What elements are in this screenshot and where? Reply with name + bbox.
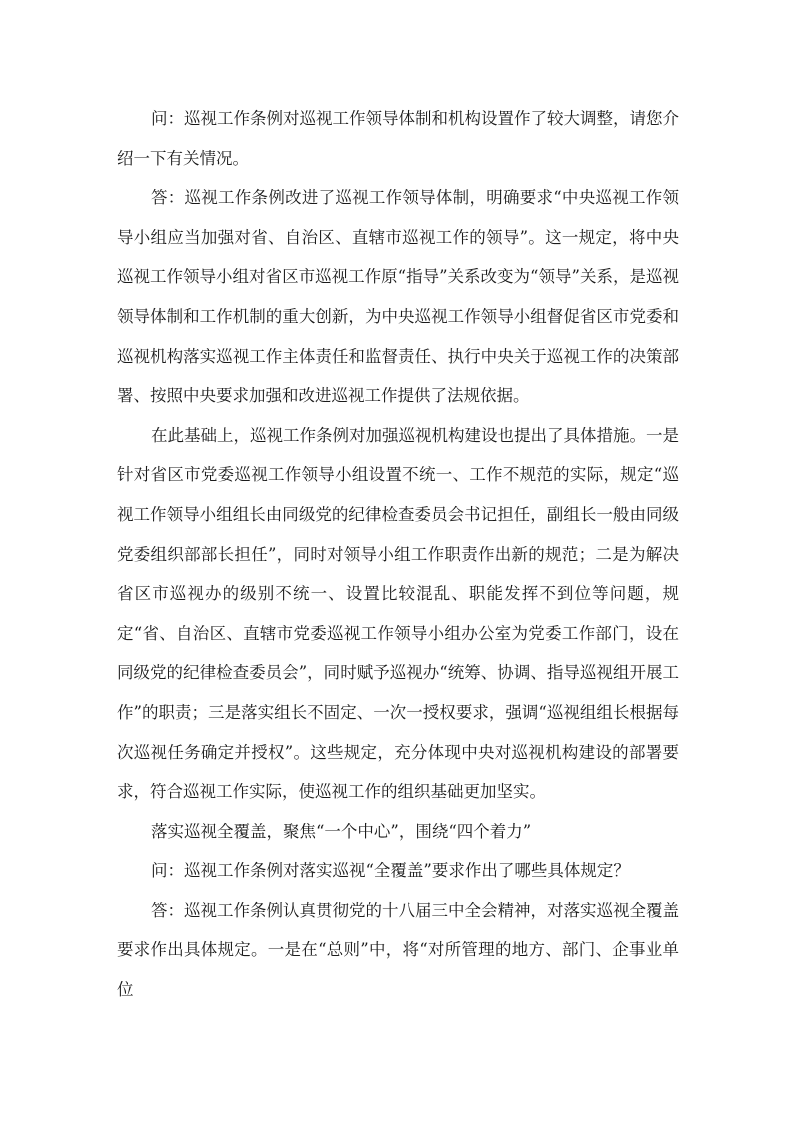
question-paragraph-2: 问：巡视工作条例对落实巡视“全覆盖”要求作出了哪些具体规定？ bbox=[151, 861, 630, 881]
section-heading: 落实巡视全覆盖，聚焦“一个中心”，围绕“四个着力” bbox=[151, 821, 532, 841]
body-paragraph-2: 在此基础上，巡视工作条例对加强巡视机构建设也提出了具体措施。一是针对省区市党委巡视工作领导小组设置不统一、工作不规范的实际，规定“巡视工作领导小组组长由同级党的纪律检查委员会书记担任，副组长一般由同级党委组织部部长担任”，同时对领导小组工作职责作出新的规范；二是为解决省区市巡视办的级别不统一、设置比较混乱、职能发挥不到位等问题，规定“省、自治区、直辖市党委巡视工作领导小组办公室为党委工作部门，设在同级党的纪律检查委员会”，同时赋予巡视办“统筹、协调、指导巡视组开展工作”的职责；三是落实组长不固定、一次一授权要求，强调“巡视组组长根据每次巡视任务确定并授权”。这些规定，充分体现中央对巡视机构建设的部署要求，符合巡视工作实际，使巡视工作的组织基础更加坚实。 bbox=[117, 425, 679, 802]
answer-paragraph-1: 答：巡视工作条例改进了巡视工作领导体制，明确要求“中央巡视工作领导小组应当加强对省、自治区、直辖市巡视工作的领导”。这一规定，将中央巡视工作领导小组对省区市巡视工作原“指导”关系改变为“领导”关系，是巡视领导体制和工作机制的重大创新，为中央巡视工作领导小组督促省区市党委和巡视机构落实巡视工作主体责任和监督责任、执行中央关于巡视工作的决策部署、按照中央要求加强和改进巡视工作提供了法规依据。 bbox=[117, 188, 679, 406]
document-body bbox=[117, 99, 679, 1010]
question-paragraph-1: 问：巡视工作条例对巡视工作领导体制和机构设置作了较大调整，请您介绍一下有关情况。 bbox=[117, 109, 679, 168]
answer-paragraph-2: 答：巡视工作条例认真贯彻党的十八届三中全会精神，对落实巡视全覆盖要求作出具体规定。一是在“总则”中，将“对所管理的地方、部门、企事业单位 bbox=[117, 900, 679, 1000]
